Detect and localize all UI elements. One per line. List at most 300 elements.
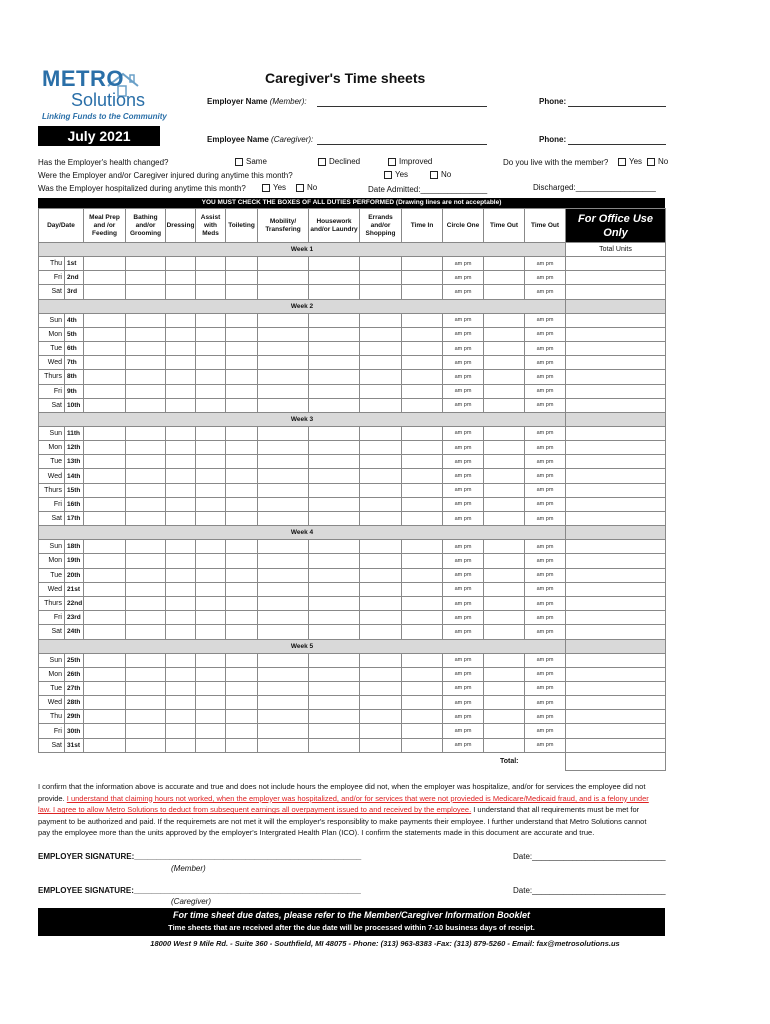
time-out-cell[interactable] bbox=[484, 667, 525, 681]
duty-checkbox-cell[interactable] bbox=[196, 596, 226, 610]
duty-checkbox-cell[interactable] bbox=[196, 370, 226, 384]
time-in-cell[interactable] bbox=[402, 738, 443, 752]
duty-checkbox-cell[interactable] bbox=[360, 327, 402, 341]
duty-checkbox-cell[interactable] bbox=[226, 596, 258, 610]
duty-checkbox-cell[interactable] bbox=[84, 426, 126, 440]
duty-checkbox-cell[interactable] bbox=[84, 667, 126, 681]
time-in-ampm[interactable]: am pm bbox=[443, 398, 484, 412]
total-units-cell[interactable] bbox=[566, 398, 666, 412]
duty-checkbox-cell[interactable] bbox=[126, 370, 166, 384]
duty-checkbox-cell[interactable] bbox=[84, 384, 126, 398]
duty-checkbox-cell[interactable] bbox=[166, 441, 196, 455]
duty-checkbox-cell[interactable] bbox=[196, 696, 226, 710]
duty-checkbox-cell[interactable] bbox=[166, 582, 196, 596]
injured-yes-option[interactable]: Yes bbox=[384, 170, 408, 179]
total-units-cell[interactable] bbox=[566, 625, 666, 639]
time-out-cell[interactable] bbox=[484, 512, 525, 526]
duty-checkbox-cell[interactable] bbox=[196, 384, 226, 398]
duty-checkbox-cell[interactable] bbox=[196, 497, 226, 511]
duty-checkbox-cell[interactable] bbox=[309, 611, 360, 625]
duty-checkbox-cell[interactable] bbox=[126, 568, 166, 582]
time-in-ampm[interactable]: am pm bbox=[443, 313, 484, 327]
time-out-ampm[interactable]: am pm bbox=[525, 611, 566, 625]
duty-checkbox-cell[interactable] bbox=[196, 611, 226, 625]
duty-checkbox-cell[interactable] bbox=[258, 653, 309, 667]
duty-checkbox-cell[interactable] bbox=[309, 540, 360, 554]
duty-checkbox-cell[interactable] bbox=[309, 710, 360, 724]
duty-checkbox-cell[interactable] bbox=[226, 285, 258, 299]
duty-checkbox-cell[interactable] bbox=[226, 441, 258, 455]
total-units-cell[interactable] bbox=[566, 313, 666, 327]
duty-checkbox-cell[interactable] bbox=[126, 271, 166, 285]
duty-checkbox-cell[interactable] bbox=[126, 483, 166, 497]
time-in-ampm[interactable]: am pm bbox=[443, 596, 484, 610]
time-in-cell[interactable] bbox=[402, 426, 443, 440]
time-out-ampm[interactable]: am pm bbox=[525, 724, 566, 738]
duty-checkbox-cell[interactable] bbox=[226, 313, 258, 327]
employee-signature-field[interactable]: EMPLOYEE SIGNATURE:___________________________________________________ bbox=[38, 886, 361, 895]
time-out-cell[interactable] bbox=[484, 625, 525, 639]
time-out-ampm[interactable]: am pm bbox=[525, 625, 566, 639]
total-units-cell[interactable] bbox=[566, 568, 666, 582]
employer-name-field[interactable] bbox=[317, 97, 487, 107]
time-in-ampm[interactable]: am pm bbox=[443, 455, 484, 469]
duty-checkbox-cell[interactable] bbox=[126, 455, 166, 469]
duty-checkbox-cell[interactable] bbox=[309, 696, 360, 710]
duty-checkbox-cell[interactable] bbox=[166, 257, 196, 271]
duty-checkbox-cell[interactable] bbox=[126, 582, 166, 596]
duty-checkbox-cell[interactable] bbox=[258, 596, 309, 610]
duty-checkbox-cell[interactable] bbox=[196, 582, 226, 596]
duty-checkbox-cell[interactable] bbox=[196, 426, 226, 440]
duty-checkbox-cell[interactable] bbox=[84, 257, 126, 271]
duty-checkbox-cell[interactable] bbox=[196, 327, 226, 341]
duty-checkbox-cell[interactable] bbox=[360, 596, 402, 610]
time-in-cell[interactable] bbox=[402, 313, 443, 327]
duty-checkbox-cell[interactable] bbox=[166, 356, 196, 370]
duty-checkbox-cell[interactable] bbox=[226, 455, 258, 469]
duty-checkbox-cell[interactable] bbox=[126, 512, 166, 526]
duty-checkbox-cell[interactable] bbox=[166, 271, 196, 285]
duty-checkbox-cell[interactable] bbox=[258, 327, 309, 341]
time-out-cell[interactable] bbox=[484, 426, 525, 440]
duty-checkbox-cell[interactable] bbox=[126, 540, 166, 554]
time-in-ampm[interactable]: am pm bbox=[443, 653, 484, 667]
time-in-cell[interactable] bbox=[402, 681, 443, 695]
duty-checkbox-cell[interactable] bbox=[126, 398, 166, 412]
duty-checkbox-cell[interactable] bbox=[309, 667, 360, 681]
duty-checkbox-cell[interactable] bbox=[226, 384, 258, 398]
duty-checkbox-cell[interactable] bbox=[84, 582, 126, 596]
duty-checkbox-cell[interactable] bbox=[258, 455, 309, 469]
duty-checkbox-cell[interactable] bbox=[196, 441, 226, 455]
total-units-cell[interactable] bbox=[566, 724, 666, 738]
time-out-ampm[interactable]: am pm bbox=[525, 370, 566, 384]
time-in-ampm[interactable]: am pm bbox=[443, 625, 484, 639]
duty-checkbox-cell[interactable] bbox=[166, 483, 196, 497]
total-units-cell[interactable] bbox=[566, 469, 666, 483]
duty-checkbox-cell[interactable] bbox=[226, 724, 258, 738]
time-out-cell[interactable] bbox=[484, 313, 525, 327]
duty-checkbox-cell[interactable] bbox=[166, 653, 196, 667]
time-out-ampm[interactable]: am pm bbox=[525, 696, 566, 710]
date-discharged-field[interactable]: Discharged:__________________ bbox=[533, 183, 656, 192]
time-out-ampm[interactable]: am pm bbox=[525, 738, 566, 752]
time-in-ampm[interactable]: am pm bbox=[443, 426, 484, 440]
total-units-cell[interactable] bbox=[566, 285, 666, 299]
time-out-cell[interactable] bbox=[484, 398, 525, 412]
duty-checkbox-cell[interactable] bbox=[126, 327, 166, 341]
duty-checkbox-cell[interactable] bbox=[84, 370, 126, 384]
time-out-ampm[interactable]: am pm bbox=[525, 681, 566, 695]
time-out-cell[interactable] bbox=[484, 257, 525, 271]
duty-checkbox-cell[interactable] bbox=[166, 667, 196, 681]
time-in-ampm[interactable]: am pm bbox=[443, 341, 484, 355]
duty-checkbox-cell[interactable] bbox=[126, 554, 166, 568]
time-in-cell[interactable] bbox=[402, 285, 443, 299]
total-units-cell[interactable] bbox=[566, 327, 666, 341]
duty-checkbox-cell[interactable] bbox=[309, 313, 360, 327]
time-out-ampm[interactable]: am pm bbox=[525, 398, 566, 412]
duty-checkbox-cell[interactable] bbox=[226, 398, 258, 412]
duty-checkbox-cell[interactable] bbox=[226, 356, 258, 370]
time-in-ampm[interactable]: am pm bbox=[443, 512, 484, 526]
time-out-cell[interactable] bbox=[484, 724, 525, 738]
total-units-cell[interactable] bbox=[566, 540, 666, 554]
duty-checkbox-cell[interactable] bbox=[226, 667, 258, 681]
time-in-cell[interactable] bbox=[402, 271, 443, 285]
time-in-ampm[interactable]: am pm bbox=[443, 497, 484, 511]
duty-checkbox-cell[interactable] bbox=[126, 441, 166, 455]
duty-checkbox-cell[interactable] bbox=[84, 497, 126, 511]
hospital-no-checkbox[interactable] bbox=[296, 184, 304, 192]
health-improved-option[interactable]: Improved bbox=[388, 157, 432, 166]
duty-checkbox-cell[interactable] bbox=[309, 285, 360, 299]
duty-checkbox-cell[interactable] bbox=[360, 384, 402, 398]
duty-checkbox-cell[interactable] bbox=[226, 625, 258, 639]
time-in-cell[interactable] bbox=[402, 568, 443, 582]
duty-checkbox-cell[interactable] bbox=[126, 653, 166, 667]
total-units-cell[interactable] bbox=[566, 696, 666, 710]
duty-checkbox-cell[interactable] bbox=[226, 611, 258, 625]
total-units-cell[interactable] bbox=[566, 681, 666, 695]
duty-checkbox-cell[interactable] bbox=[166, 596, 196, 610]
total-units-cell[interactable] bbox=[566, 341, 666, 355]
time-in-ampm[interactable]: am pm bbox=[443, 356, 484, 370]
time-in-cell[interactable] bbox=[402, 512, 443, 526]
duty-checkbox-cell[interactable] bbox=[309, 469, 360, 483]
duty-checkbox-cell[interactable] bbox=[258, 370, 309, 384]
duty-checkbox-cell[interactable] bbox=[126, 426, 166, 440]
total-units-cell[interactable] bbox=[566, 384, 666, 398]
total-units-cell[interactable] bbox=[566, 611, 666, 625]
duty-checkbox-cell[interactable] bbox=[166, 540, 196, 554]
time-out-cell[interactable] bbox=[484, 327, 525, 341]
duty-checkbox-cell[interactable] bbox=[166, 625, 196, 639]
duty-checkbox-cell[interactable] bbox=[360, 724, 402, 738]
time-in-cell[interactable] bbox=[402, 710, 443, 724]
duty-checkbox-cell[interactable] bbox=[258, 356, 309, 370]
duty-checkbox-cell[interactable] bbox=[360, 370, 402, 384]
duty-checkbox-cell[interactable] bbox=[258, 738, 309, 752]
time-out-ampm[interactable]: am pm bbox=[525, 327, 566, 341]
duty-checkbox-cell[interactable] bbox=[360, 554, 402, 568]
duty-checkbox-cell[interactable] bbox=[226, 271, 258, 285]
duty-checkbox-cell[interactable] bbox=[166, 285, 196, 299]
duty-checkbox-cell[interactable] bbox=[309, 512, 360, 526]
duty-checkbox-cell[interactable] bbox=[309, 271, 360, 285]
time-in-cell[interactable] bbox=[402, 327, 443, 341]
time-out-ampm[interactable]: am pm bbox=[525, 313, 566, 327]
duty-checkbox-cell[interactable] bbox=[360, 738, 402, 752]
duty-checkbox-cell[interactable] bbox=[258, 582, 309, 596]
duty-checkbox-cell[interactable] bbox=[166, 512, 196, 526]
duty-checkbox-cell[interactable] bbox=[126, 313, 166, 327]
time-out-cell[interactable] bbox=[484, 681, 525, 695]
total-units-cell[interactable] bbox=[566, 582, 666, 596]
time-in-cell[interactable] bbox=[402, 483, 443, 497]
time-in-cell[interactable] bbox=[402, 441, 443, 455]
time-in-ampm[interactable]: am pm bbox=[443, 370, 484, 384]
duty-checkbox-cell[interactable] bbox=[84, 724, 126, 738]
time-in-cell[interactable] bbox=[402, 540, 443, 554]
duty-checkbox-cell[interactable] bbox=[258, 497, 309, 511]
duty-checkbox-cell[interactable] bbox=[309, 653, 360, 667]
duty-checkbox-cell[interactable] bbox=[360, 512, 402, 526]
duty-checkbox-cell[interactable] bbox=[226, 710, 258, 724]
duty-checkbox-cell[interactable] bbox=[196, 341, 226, 355]
time-out-cell[interactable] bbox=[484, 738, 525, 752]
time-out-cell[interactable] bbox=[484, 271, 525, 285]
duty-checkbox-cell[interactable] bbox=[166, 681, 196, 695]
duty-checkbox-cell[interactable] bbox=[126, 681, 166, 695]
time-out-ampm[interactable]: am pm bbox=[525, 441, 566, 455]
duty-checkbox-cell[interactable] bbox=[258, 257, 309, 271]
duty-checkbox-cell[interactable] bbox=[226, 696, 258, 710]
duty-checkbox-cell[interactable] bbox=[226, 512, 258, 526]
duty-checkbox-cell[interactable] bbox=[196, 724, 226, 738]
duty-checkbox-cell[interactable] bbox=[166, 710, 196, 724]
time-out-ampm[interactable]: am pm bbox=[525, 596, 566, 610]
duty-checkbox-cell[interactable] bbox=[126, 667, 166, 681]
duty-checkbox-cell[interactable] bbox=[196, 469, 226, 483]
duty-checkbox-cell[interactable] bbox=[196, 681, 226, 695]
time-out-ampm[interactable]: am pm bbox=[525, 356, 566, 370]
duty-checkbox-cell[interactable] bbox=[166, 398, 196, 412]
time-in-ampm[interactable]: am pm bbox=[443, 568, 484, 582]
total-units-cell[interactable] bbox=[566, 738, 666, 752]
duty-checkbox-cell[interactable] bbox=[196, 554, 226, 568]
duty-checkbox-cell[interactable] bbox=[84, 568, 126, 582]
duty-checkbox-cell[interactable] bbox=[166, 455, 196, 469]
duty-checkbox-cell[interactable] bbox=[196, 356, 226, 370]
time-in-cell[interactable] bbox=[402, 724, 443, 738]
duty-checkbox-cell[interactable] bbox=[258, 568, 309, 582]
total-units-cell[interactable] bbox=[566, 554, 666, 568]
duty-checkbox-cell[interactable] bbox=[258, 271, 309, 285]
same-checkbox[interactable] bbox=[235, 158, 243, 166]
time-in-ampm[interactable]: am pm bbox=[443, 724, 484, 738]
duty-checkbox-cell[interactable] bbox=[84, 341, 126, 355]
duty-checkbox-cell[interactable] bbox=[196, 540, 226, 554]
time-in-cell[interactable] bbox=[402, 398, 443, 412]
duty-checkbox-cell[interactable] bbox=[196, 625, 226, 639]
time-out-cell[interactable] bbox=[484, 653, 525, 667]
duty-checkbox-cell[interactable] bbox=[166, 611, 196, 625]
injured-yes-checkbox[interactable] bbox=[384, 171, 392, 179]
duty-checkbox-cell[interactable] bbox=[126, 285, 166, 299]
duty-checkbox-cell[interactable] bbox=[309, 596, 360, 610]
duty-checkbox-cell[interactable] bbox=[309, 625, 360, 639]
duty-checkbox-cell[interactable] bbox=[360, 710, 402, 724]
time-out-ampm[interactable]: am pm bbox=[525, 426, 566, 440]
employer-signature-field[interactable]: EMPLOYER SIGNATURE:___________________________________________________ bbox=[38, 852, 362, 861]
duty-checkbox-cell[interactable] bbox=[258, 554, 309, 568]
employer-date-field[interactable]: Date:______________________________ bbox=[513, 852, 666, 861]
duty-checkbox-cell[interactable] bbox=[360, 696, 402, 710]
time-in-cell[interactable] bbox=[402, 611, 443, 625]
duty-checkbox-cell[interactable] bbox=[126, 724, 166, 738]
time-out-ampm[interactable]: am pm bbox=[525, 554, 566, 568]
duty-checkbox-cell[interactable] bbox=[258, 469, 309, 483]
duty-checkbox-cell[interactable] bbox=[196, 271, 226, 285]
time-in-cell[interactable] bbox=[402, 497, 443, 511]
duty-checkbox-cell[interactable] bbox=[360, 483, 402, 497]
duty-checkbox-cell[interactable] bbox=[84, 554, 126, 568]
duty-checkbox-cell[interactable] bbox=[360, 341, 402, 355]
duty-checkbox-cell[interactable] bbox=[196, 483, 226, 497]
total-units-cell[interactable] bbox=[566, 512, 666, 526]
injured-no-checkbox[interactable] bbox=[430, 171, 438, 179]
time-in-ampm[interactable]: am pm bbox=[443, 384, 484, 398]
duty-checkbox-cell[interactable] bbox=[360, 497, 402, 511]
duty-checkbox-cell[interactable] bbox=[84, 356, 126, 370]
duty-checkbox-cell[interactable] bbox=[309, 483, 360, 497]
time-out-cell[interactable] bbox=[484, 356, 525, 370]
duty-checkbox-cell[interactable] bbox=[258, 724, 309, 738]
duty-checkbox-cell[interactable] bbox=[309, 441, 360, 455]
duty-checkbox-cell[interactable] bbox=[309, 582, 360, 596]
time-in-cell[interactable] bbox=[402, 554, 443, 568]
duty-checkbox-cell[interactable] bbox=[84, 596, 126, 610]
duty-checkbox-cell[interactable] bbox=[360, 469, 402, 483]
time-out-cell[interactable] bbox=[484, 483, 525, 497]
duty-checkbox-cell[interactable] bbox=[309, 384, 360, 398]
time-out-ampm[interactable]: am pm bbox=[525, 483, 566, 497]
duty-checkbox-cell[interactable] bbox=[84, 469, 126, 483]
duty-checkbox-cell[interactable] bbox=[258, 398, 309, 412]
duty-checkbox-cell[interactable] bbox=[166, 469, 196, 483]
time-in-cell[interactable] bbox=[402, 384, 443, 398]
duty-checkbox-cell[interactable] bbox=[360, 653, 402, 667]
duty-checkbox-cell[interactable] bbox=[309, 497, 360, 511]
time-out-ampm[interactable]: am pm bbox=[525, 540, 566, 554]
total-units-cell[interactable] bbox=[566, 653, 666, 667]
duty-checkbox-cell[interactable] bbox=[226, 554, 258, 568]
time-out-cell[interactable] bbox=[484, 469, 525, 483]
duty-checkbox-cell[interactable] bbox=[84, 681, 126, 695]
time-in-cell[interactable] bbox=[402, 667, 443, 681]
duty-checkbox-cell[interactable] bbox=[309, 554, 360, 568]
time-out-ampm[interactable]: am pm bbox=[525, 271, 566, 285]
date-admitted-field[interactable]: Date Admitted:_______________ bbox=[368, 185, 488, 194]
time-in-ampm[interactable]: am pm bbox=[443, 441, 484, 455]
employee-name-field[interactable] bbox=[317, 135, 487, 145]
total-units-cell[interactable] bbox=[566, 370, 666, 384]
duty-checkbox-cell[interactable] bbox=[360, 455, 402, 469]
duty-checkbox-cell[interactable] bbox=[166, 554, 196, 568]
duty-checkbox-cell[interactable] bbox=[258, 384, 309, 398]
duty-checkbox-cell[interactable] bbox=[226, 483, 258, 497]
duty-checkbox-cell[interactable] bbox=[360, 611, 402, 625]
duty-checkbox-cell[interactable] bbox=[360, 313, 402, 327]
time-out-cell[interactable] bbox=[484, 696, 525, 710]
time-out-ampm[interactable]: am pm bbox=[525, 653, 566, 667]
declined-checkbox[interactable] bbox=[318, 158, 326, 166]
duty-checkbox-cell[interactable] bbox=[126, 596, 166, 610]
time-out-cell[interactable] bbox=[484, 568, 525, 582]
time-in-cell[interactable] bbox=[402, 625, 443, 639]
employee-phone-field[interactable] bbox=[568, 135, 666, 145]
time-out-ampm[interactable]: am pm bbox=[525, 384, 566, 398]
duty-checkbox-cell[interactable] bbox=[166, 384, 196, 398]
duty-checkbox-cell[interactable] bbox=[360, 540, 402, 554]
time-in-ampm[interactable]: am pm bbox=[443, 257, 484, 271]
duty-checkbox-cell[interactable] bbox=[166, 568, 196, 582]
duty-checkbox-cell[interactable] bbox=[360, 398, 402, 412]
duty-checkbox-cell[interactable] bbox=[166, 696, 196, 710]
total-units-cell[interactable] bbox=[566, 426, 666, 440]
duty-checkbox-cell[interactable] bbox=[166, 370, 196, 384]
time-out-cell[interactable] bbox=[484, 582, 525, 596]
duty-checkbox-cell[interactable] bbox=[84, 327, 126, 341]
duty-checkbox-cell[interactable] bbox=[126, 710, 166, 724]
duty-checkbox-cell[interactable] bbox=[166, 341, 196, 355]
time-out-ampm[interactable]: am pm bbox=[525, 497, 566, 511]
time-in-cell[interactable] bbox=[402, 455, 443, 469]
duty-checkbox-cell[interactable] bbox=[360, 568, 402, 582]
duty-checkbox-cell[interactable] bbox=[226, 469, 258, 483]
duty-checkbox-cell[interactable] bbox=[84, 625, 126, 639]
duty-checkbox-cell[interactable] bbox=[360, 441, 402, 455]
duty-checkbox-cell[interactable] bbox=[196, 257, 226, 271]
time-out-ampm[interactable]: am pm bbox=[525, 341, 566, 355]
duty-checkbox-cell[interactable] bbox=[166, 313, 196, 327]
duty-checkbox-cell[interactable] bbox=[166, 738, 196, 752]
time-in-cell[interactable] bbox=[402, 696, 443, 710]
time-out-cell[interactable] bbox=[484, 455, 525, 469]
time-out-ampm[interactable]: am pm bbox=[525, 582, 566, 596]
injured-no-option[interactable]: No bbox=[430, 170, 451, 179]
time-out-cell[interactable] bbox=[484, 710, 525, 724]
duty-checkbox-cell[interactable] bbox=[258, 667, 309, 681]
duty-checkbox-cell[interactable] bbox=[258, 625, 309, 639]
live-no-option[interactable]: No bbox=[647, 157, 668, 166]
time-in-ampm[interactable]: am pm bbox=[443, 611, 484, 625]
duty-checkbox-cell[interactable] bbox=[258, 540, 309, 554]
total-units-cell[interactable] bbox=[566, 483, 666, 497]
duty-checkbox-cell[interactable] bbox=[226, 681, 258, 695]
time-in-ampm[interactable]: am pm bbox=[443, 469, 484, 483]
duty-checkbox-cell[interactable] bbox=[196, 455, 226, 469]
duty-checkbox-cell[interactable] bbox=[226, 653, 258, 667]
duty-checkbox-cell[interactable] bbox=[84, 313, 126, 327]
improved-checkbox[interactable] bbox=[388, 158, 396, 166]
duty-checkbox-cell[interactable] bbox=[309, 341, 360, 355]
time-out-cell[interactable] bbox=[484, 497, 525, 511]
time-out-ampm[interactable]: am pm bbox=[525, 710, 566, 724]
duty-checkbox-cell[interactable] bbox=[226, 540, 258, 554]
